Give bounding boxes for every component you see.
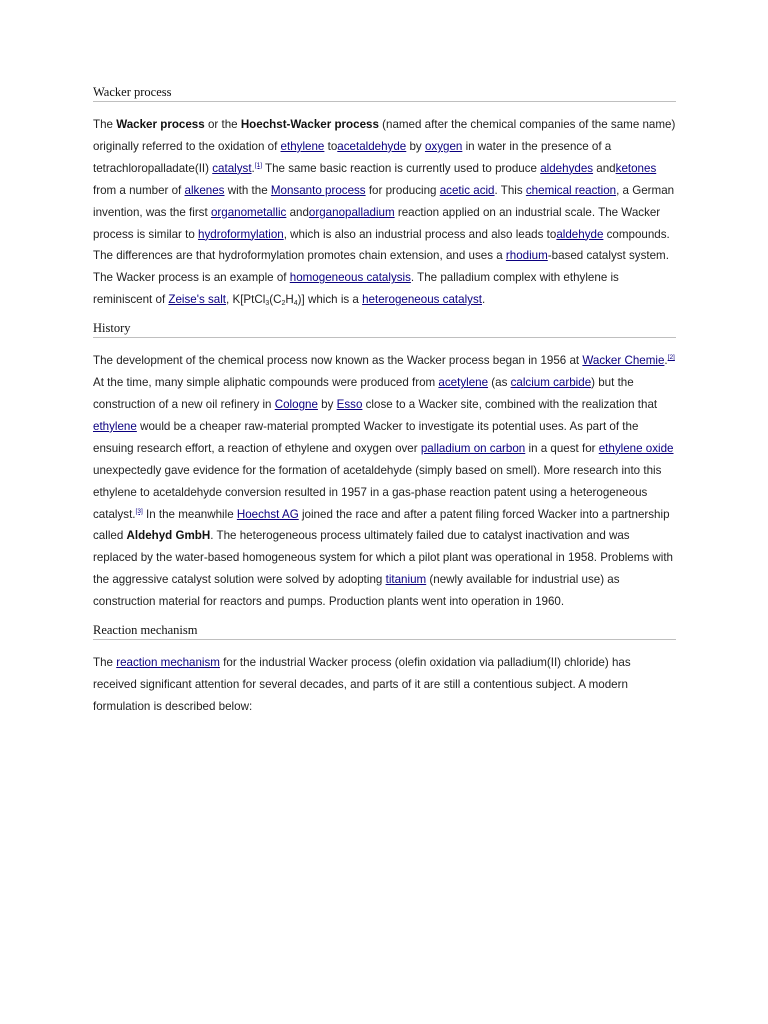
history-paragraph (93, 350, 676, 613)
link-reaction-mechanism[interactable]: reaction mechanism (116, 656, 220, 670)
text: . (251, 161, 255, 175)
text: close to a Wacker site, combined with the realization that (362, 397, 658, 411)
text: , a German invention, was the first (93, 183, 675, 219)
reference-3 (136, 508, 143, 515)
link-hydroformylation[interactable]: hydroformylation (198, 227, 284, 241)
text: compounds. The differences are that hydroformylation promotes chain extension, and uses a (93, 227, 670, 263)
text: to (324, 139, 338, 153)
text: for the industrial Wacker process (olefin oxidation via palladium(II) chloride) has received significant attention for several decades, and parts of it are still a contentious subject. A modern formulation is described below: (93, 656, 631, 713)
link-ethylene[interactable]: ethylene (93, 419, 137, 433)
text: joined the race and after a patent filing forced Wacker into a partnership called (93, 507, 670, 543)
bold-term-aldehyd-gmbh: Aldehyd GmbH (126, 529, 211, 543)
text: with the (224, 183, 271, 197)
link-ketones[interactable]: ketones (615, 161, 657, 175)
link-organopalladium[interactable]: organopalladium (308, 205, 395, 219)
link-monsanto-process[interactable]: Monsanto process (270, 183, 366, 197)
text: In the meanwhile (142, 507, 237, 521)
link-ethylene-oxide[interactable]: ethylene oxide (598, 441, 674, 455)
subscript: 4 (293, 300, 298, 308)
text: At the time, many simple aliphatic compounds were produced from (93, 376, 439, 390)
article (93, 84, 676, 727)
section-heading-wacker-process: Wacker process (93, 84, 676, 102)
text: , K[PtCl (226, 293, 266, 307)
section-heading-reaction-mechanism: Reaction mechanism (93, 622, 676, 640)
bold-term-hoechst-wacker-process: Hoechst-Wacker process (240, 118, 379, 131)
link-organometallic[interactable]: organometallic (210, 205, 287, 219)
section-reaction-mechanism (93, 622, 676, 718)
text: from a number of (93, 183, 185, 197)
text: (newly available for industrial use) as construction material for reactors and pumps. Production plants went into operation in 1960. (93, 573, 620, 609)
text: in water in the presence of a tetrachloropalladate(II) (93, 139, 612, 175)
link-zeises-salt[interactable]: Zeise's salt (168, 293, 227, 307)
link-oxygen[interactable]: oxygen (424, 139, 463, 153)
reference-link-3[interactable]: [3] (135, 507, 143, 515)
link-acetic-acid[interactable]: acetic acid (439, 183, 495, 197)
text: (named after the chemical companies of the same name) originally referred to the oxidation of (93, 118, 676, 153)
text: (as (488, 376, 511, 390)
mechanism-paragraph (93, 652, 676, 718)
subscript: 2 (281, 300, 286, 308)
link-esso[interactable]: Esso (336, 397, 363, 411)
text: and (286, 205, 309, 219)
text: or the (204, 118, 241, 131)
text: The (93, 118, 117, 131)
section-history (93, 320, 676, 613)
bold-term-wacker-process: Wacker process (116, 118, 205, 131)
intro-paragraph (93, 114, 676, 311)
link-acetaldehyde[interactable]: acetaldehyde (337, 139, 407, 153)
text: The same basic reaction is currently used to produce (262, 161, 541, 175)
section-intro (93, 84, 676, 311)
text: for producing (365, 183, 440, 197)
link-aldehydes[interactable]: aldehydes (540, 161, 594, 175)
text: . (664, 354, 668, 368)
link-wacker-chemie[interactable]: Wacker Chemie (582, 354, 665, 368)
reference-2 (668, 354, 675, 361)
text: unexpectedly gave evidence for the formation of acetaldehyde (simply based on smell). More research into this ethylene to acetaldehyde conversion resulted in 1957 in a gas-phase reaction patent using a heterogeneous catalyst. (93, 463, 662, 521)
link-acetylene[interactable]: acetylene (438, 376, 489, 390)
text: ) but the construction of a new oil refinery in (93, 376, 634, 411)
text: . This (494, 183, 526, 197)
text: in a quest for (525, 441, 599, 455)
reference-link-2[interactable]: [2] (667, 354, 675, 362)
link-cologne[interactable]: Cologne (274, 397, 318, 411)
link-titanium[interactable]: titanium (385, 573, 427, 587)
link-chemical-reaction[interactable]: chemical reaction (525, 183, 617, 197)
link-aldehyde[interactable]: aldehyde (556, 227, 604, 241)
text: The (93, 656, 117, 670)
link-heterogeneous-catalyst[interactable]: heterogeneous catalyst (362, 293, 482, 307)
text: , which is also an industrial process and also leads to (283, 227, 557, 241)
subscript: 3 (265, 300, 270, 308)
text: The development of the chemical process now known as the Wacker process began in 1956 at (93, 354, 583, 368)
section-heading-history: History (93, 320, 676, 338)
link-ethylene[interactable]: ethylene (280, 139, 325, 153)
text: reaction applied on an industrial scale. The Wacker process is similar to (93, 205, 661, 241)
text: and (593, 161, 616, 175)
link-palladium-on-carbon[interactable]: palladium on carbon (420, 441, 526, 455)
link-alkenes[interactable]: alkenes (184, 183, 225, 197)
reference-link-1[interactable]: [1] (254, 161, 263, 169)
text: (C (269, 293, 282, 307)
link-hoechst-ag[interactable]: Hoechst AG (236, 507, 299, 521)
text: -based catalyst system. The Wacker process is an example of (93, 249, 669, 285)
link-catalyst[interactable]: catalyst (212, 161, 252, 175)
reference-1 (255, 162, 262, 169)
link-homogeneous-catalysis[interactable]: homogeneous catalysis (289, 271, 411, 285)
text: . The heterogeneous process ultimately failed due to catalyst inactivation and was replaced by the water-based homogeneous system for which a pilot plant was operational in 1958. Problems with the aggressive catalyst solution were solved by adopting (93, 529, 674, 587)
text: )] which is a (297, 293, 363, 307)
text: by (317, 397, 337, 411)
link-calcium-carbide[interactable]: calcium carbide (510, 376, 592, 390)
link-rhodium[interactable]: rhodium (505, 249, 548, 263)
text: by (406, 139, 425, 153)
text: H (285, 293, 294, 307)
text: . The palladium complex with ethylene is reminiscent of (93, 271, 619, 307)
text: . (481, 293, 486, 307)
text: would be a cheaper raw-material prompted Wacker to investigate its potential uses. As part of the ensuing research effort, a reaction of ethylene and oxygen over (93, 419, 639, 455)
